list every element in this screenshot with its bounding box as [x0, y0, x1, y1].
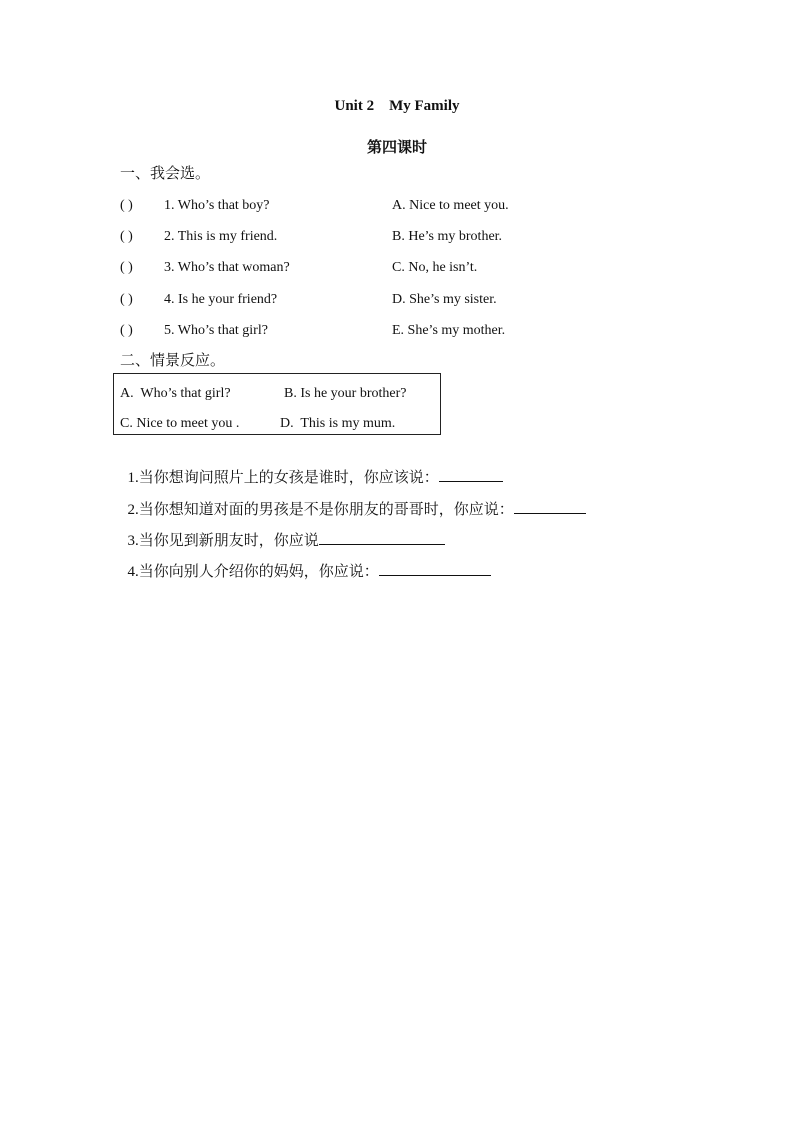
option-text: C. No, he isn’t.: [392, 260, 478, 275]
options-box: [113, 373, 441, 435]
choice-row: [0, 229, 794, 247]
situation-text: 3.当你见到新朋友时，你应说: [127, 533, 319, 549]
option-text: B. He’s my brother.: [392, 229, 503, 244]
answer-blank[interactable]: ( ): [120, 260, 133, 275]
situation-text: 2.当你想知道对面的男孩是不是你朋友的哥哥时，你应说：: [127, 502, 514, 518]
option-text: D. She’s my sister.: [392, 292, 497, 307]
choice-row: [0, 292, 794, 310]
choice-row: [0, 198, 794, 216]
box-option-b: B. Is he your brother?: [284, 386, 407, 401]
answer-line[interactable]: [514, 497, 586, 514]
answer-blank[interactable]: ( ): [120, 229, 133, 244]
situation-text: 1.当你想询问照片上的女孩是谁时，你应该说：: [127, 470, 439, 486]
answer-blank[interactable]: ( ): [120, 198, 133, 213]
choice-row: [0, 260, 794, 278]
worksheet-title: Unit 2 My Family: [334, 98, 460, 114]
answer-line[interactable]: [379, 559, 491, 576]
box-option-a: A. Who’s that girl?: [120, 386, 231, 401]
question-text: 1. Who’s that boy?: [164, 198, 270, 213]
section1-heading: 一、我会选。: [120, 166, 211, 182]
option-text: E. She’s my mother.: [392, 323, 506, 338]
question-text: 2. This is my friend.: [164, 229, 278, 244]
question-text: 5. Who’s that girl?: [164, 323, 268, 338]
section2-heading: 二、情景反应。: [120, 353, 226, 369]
option-text: A. Nice to meet you.: [392, 198, 509, 213]
question-text: 4. Is he your friend?: [164, 292, 278, 307]
situation-text: 4.当你向别人介绍你的妈妈，你应说：: [127, 564, 379, 580]
answer-blank[interactable]: ( ): [120, 292, 133, 307]
choice-row: [0, 323, 794, 341]
lesson-subtitle: 第四课时: [366, 140, 427, 156]
question-text: 3. Who’s that woman?: [164, 260, 290, 275]
box-option-d: D. This is my mum.: [280, 416, 396, 431]
box-option-c: C. Nice to meet you .: [120, 416, 240, 431]
situation-item: [120, 541, 491, 581]
answer-blank[interactable]: ( ): [120, 323, 133, 338]
